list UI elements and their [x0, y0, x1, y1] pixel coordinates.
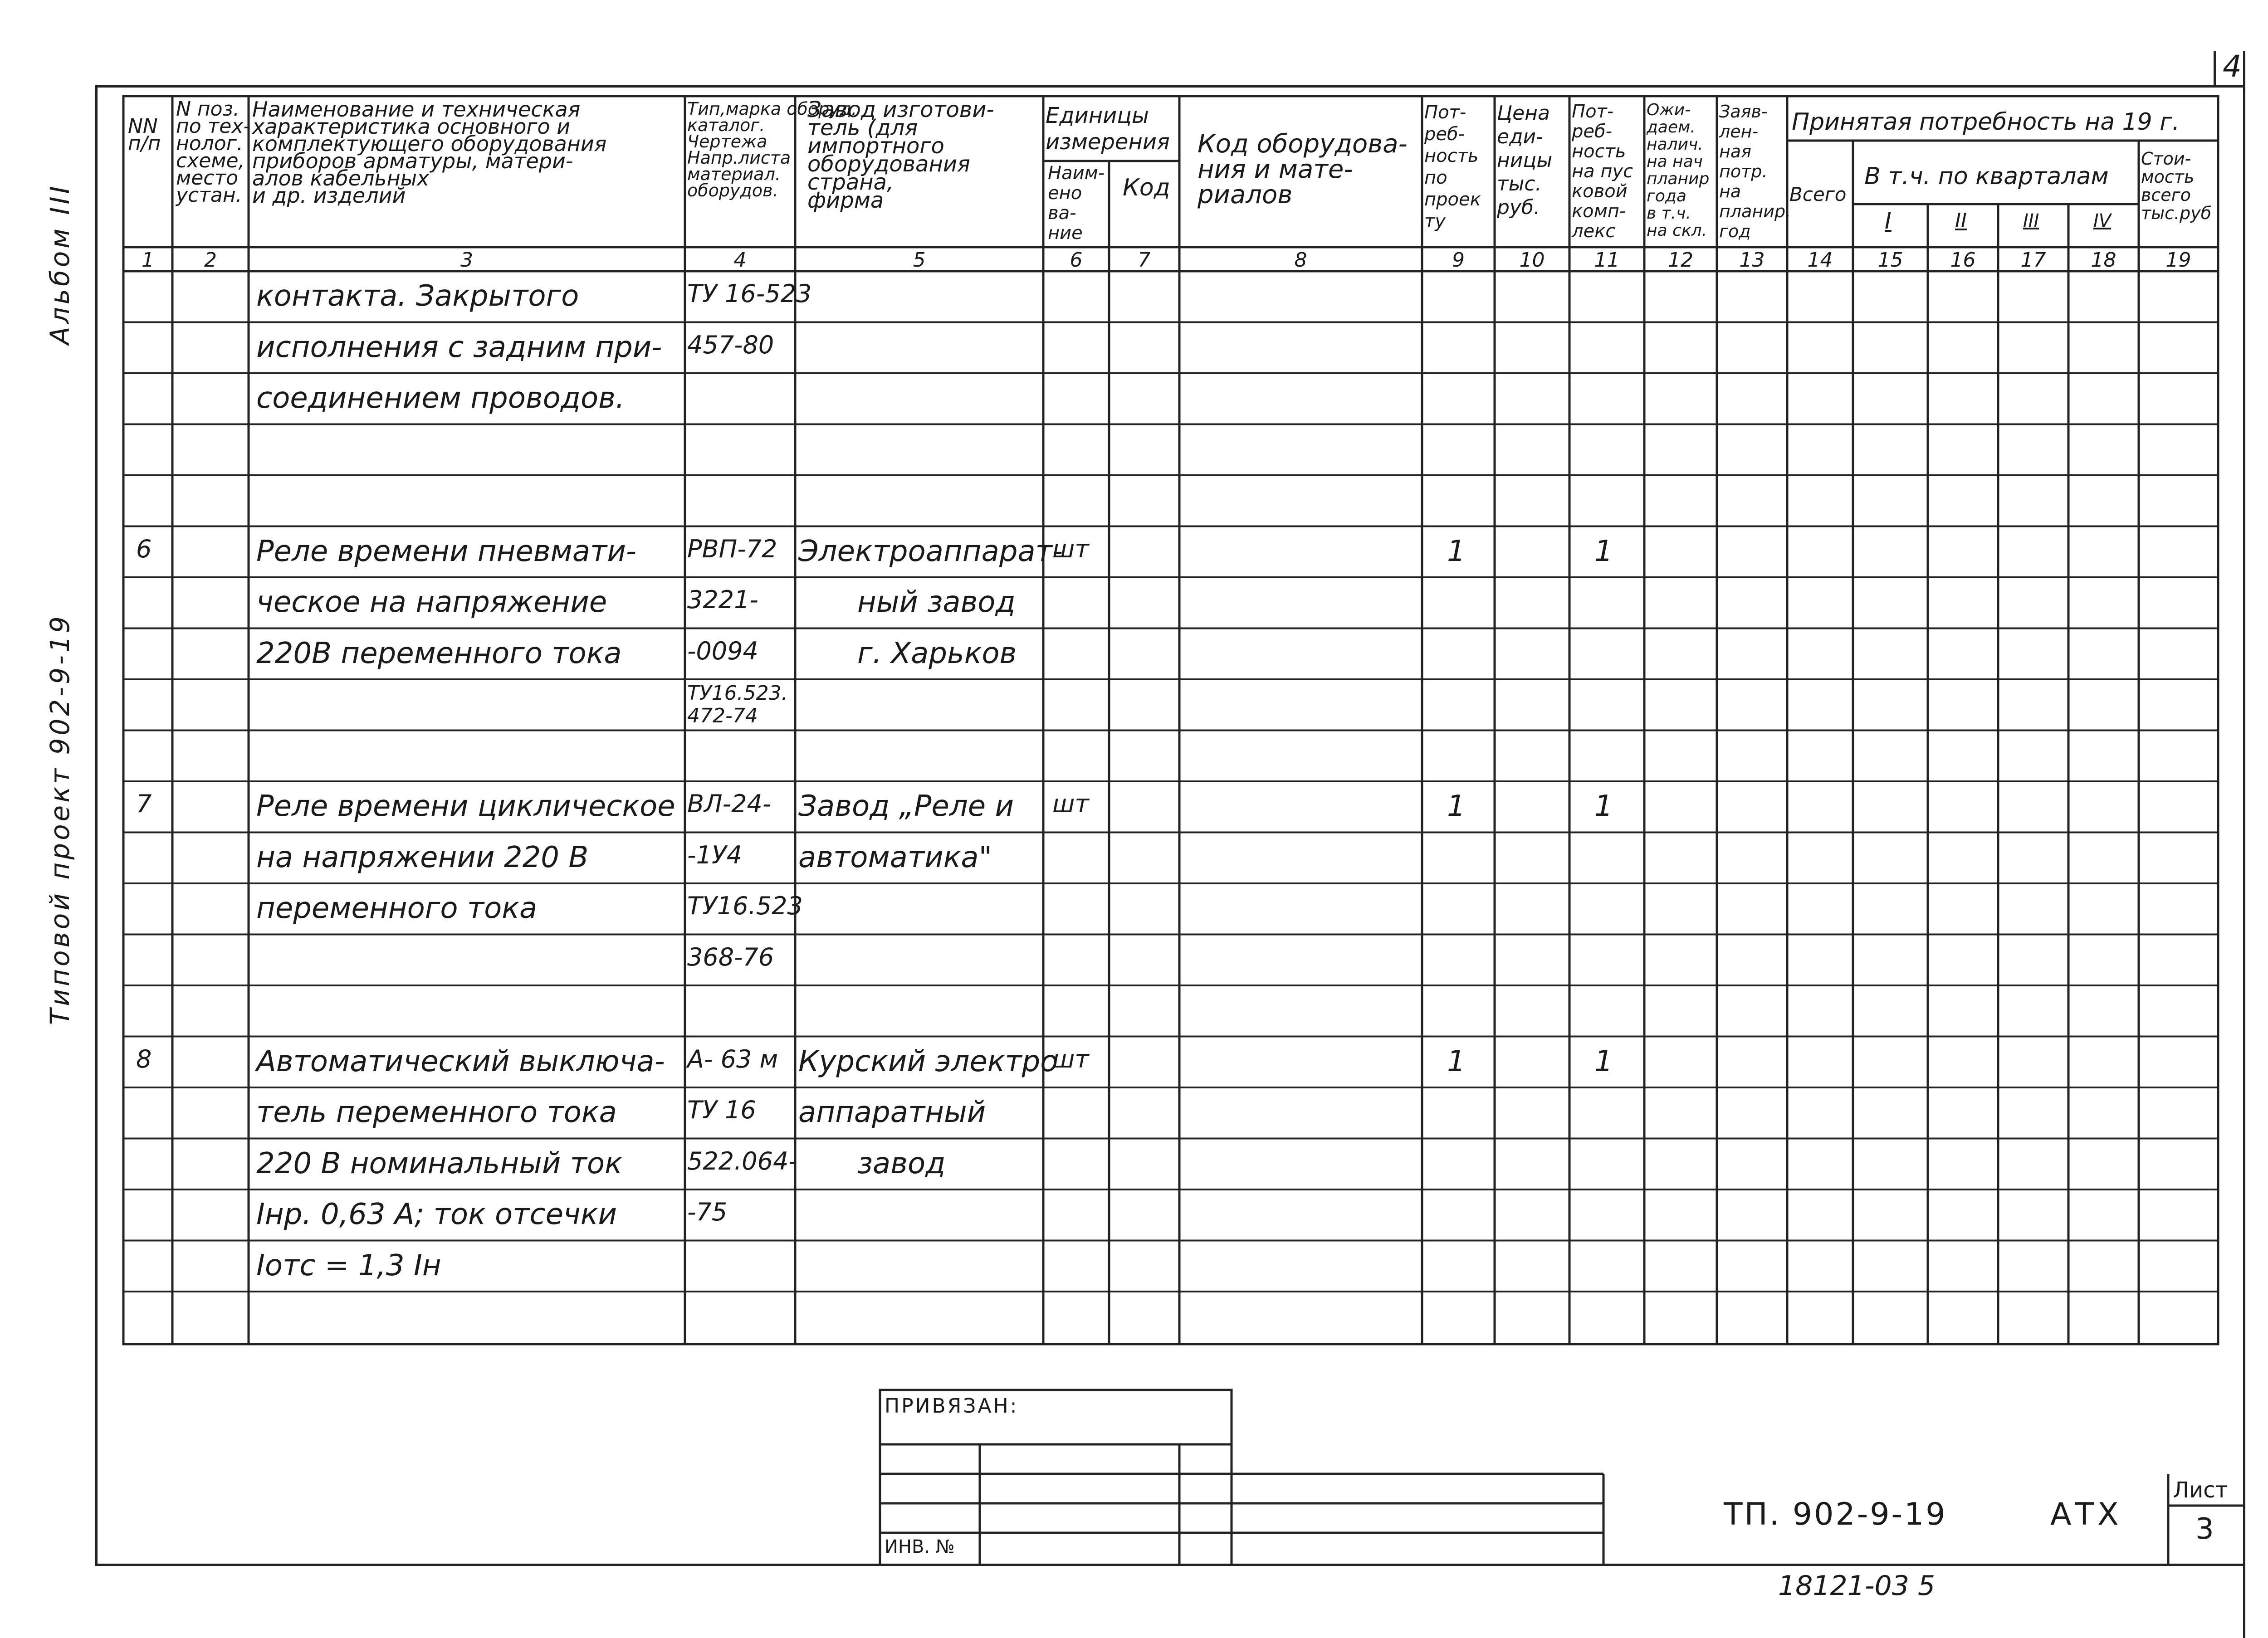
- stamp-doc-code: ТП. 902-9-19: [1724, 1497, 1947, 1532]
- column-number: 2: [204, 249, 217, 272]
- project-label: Типовой проект 902-9-19: [44, 614, 75, 1025]
- cell-c6: шт: [1052, 534, 1089, 563]
- cell-c11: 1: [1594, 790, 1613, 823]
- column-number: 1: [142, 249, 154, 272]
- column-number: 8: [1294, 249, 1307, 272]
- cell-c4: А- 63 м: [687, 1044, 778, 1073]
- cell-c11: 1: [1594, 534, 1613, 568]
- column-number: 16: [1950, 249, 1976, 272]
- cell-c4: ТУ 16: [687, 1096, 756, 1124]
- header-col-8: Код оборудова- ния и мате- риалов: [1198, 129, 1408, 210]
- cell-c5: Курский электро: [798, 1044, 1058, 1078]
- cell-c3: ческое на напряжение: [256, 585, 607, 619]
- cell-c6: шт: [1052, 1044, 1089, 1073]
- cell-c3: тель переменного тока: [256, 1096, 617, 1129]
- header-col-7: Код: [1123, 174, 1170, 201]
- column-number: 18: [2091, 249, 2116, 272]
- stamp-privyazan: ПРИВЯЗАН:: [885, 1394, 1019, 1418]
- cell-c3: переменного тока: [256, 892, 538, 925]
- header-col-9: Пот- реб- ность по проек ту: [1424, 102, 1481, 232]
- stamp-sheet-label: Лист: [2173, 1477, 2228, 1503]
- column-number: 12: [1668, 249, 1693, 272]
- column-number: 4: [733, 249, 747, 272]
- album-label: Альбом III: [44, 183, 75, 345]
- header-q3: III: [2023, 210, 2039, 231]
- cell-c1: 8: [136, 1044, 152, 1073]
- header-col-2: N поз. по тех- нолог. схеме, место устан.: [176, 98, 251, 207]
- cell-c3: Автоматический выключа-: [256, 1044, 665, 1078]
- cell-c5: завод: [857, 1146, 946, 1180]
- cell-c4: -0094: [687, 636, 758, 665]
- cell-c9: 1: [1447, 790, 1466, 823]
- header-col-10: Цена еди- ницы тыс. руб.: [1497, 102, 1553, 219]
- cell-c4: -75: [687, 1198, 728, 1226]
- column-number: 6: [1070, 249, 1083, 272]
- header-col-13: Заяв- лен- ная потр. на планир. год: [1719, 102, 1791, 241]
- header-col-11: Пот- реб- ность на пус ковой комп- лекс: [1572, 101, 1633, 242]
- stamp-section: АТХ: [2050, 1497, 2122, 1532]
- cell-c9: 1: [1447, 1044, 1466, 1078]
- cell-c5: г. Харьков: [857, 636, 1017, 670]
- column-number: 3: [460, 249, 473, 272]
- header-col-12: Ожи- даем. налич. на нач планир года в т.ч. на скл.: [1647, 101, 1710, 240]
- header-quarters: В т.ч. по кварталам: [1864, 163, 2109, 190]
- cell-c6: шт: [1052, 790, 1089, 818]
- stamp-sheet-number: 3: [2195, 1512, 2214, 1546]
- cell-c4: 3221-: [687, 585, 758, 614]
- column-number: 15: [1877, 249, 1903, 272]
- column-number: 17: [2020, 249, 2046, 272]
- cell-c4: ТУ16.523. 472-74: [687, 682, 788, 727]
- header-units: Единицы измерения: [1046, 103, 1170, 155]
- cell-c4: 522.064-: [687, 1146, 797, 1175]
- cell-c3: Реле времени циклическое: [256, 790, 675, 823]
- stamp-inv-no: ИНВ. №: [885, 1536, 955, 1557]
- cell-c3: исполнения с задним при-: [256, 330, 662, 364]
- column-number: 7: [1138, 249, 1151, 272]
- sheet-corner-number: 4: [2223, 49, 2242, 84]
- cell-c5: Завод „Реле и: [798, 790, 1014, 823]
- cell-c4: 457-80: [687, 330, 774, 359]
- header-accepted-need: Принятая потребность на 19 г.: [1792, 108, 2180, 136]
- column-number: 9: [1452, 249, 1465, 272]
- cell-c3: Реле времени пневмати-: [256, 534, 636, 568]
- cell-c3: соединением проводов.: [256, 381, 625, 415]
- cell-c5: аппаратный: [798, 1096, 986, 1129]
- cell-c4: ВЛ-24-: [687, 790, 772, 818]
- cell-c3: 220В переменного тока: [256, 636, 622, 670]
- cell-c1: 6: [136, 534, 152, 563]
- column-number: 11: [1594, 249, 1620, 272]
- header-col-1: NN п/п: [128, 115, 161, 155]
- cell-c3: на напряжении 220 В: [256, 840, 589, 874]
- cell-c4: 368-76: [687, 942, 774, 971]
- header-col-19: Стои- мость всего тыс.руб: [2141, 149, 2212, 223]
- column-number: 10: [1519, 249, 1545, 272]
- cell-c9: 1: [1447, 534, 1466, 568]
- cell-c3: контакта. Закрытого: [256, 279, 579, 313]
- column-number: 14: [1807, 249, 1833, 272]
- column-number: 5: [913, 249, 926, 272]
- column-number: 19: [2165, 249, 2191, 272]
- header-col-14: Всего: [1789, 183, 1847, 205]
- cell-c4: РВП-72: [687, 534, 777, 563]
- cell-c3: Iотс = 1,3 Iн: [256, 1248, 441, 1282]
- header-q2: II: [1955, 209, 1967, 232]
- cell-c11: 1: [1594, 1044, 1613, 1078]
- header-col-3: Наименование и техническая характеристика основного и комплектующего оборудования приборов арматуры, матери- алов кабельных и др. изделий: [252, 97, 607, 208]
- footer-number: 18121-03 5: [1778, 1570, 1936, 1602]
- cell-c4: ТУ 16-523: [687, 279, 812, 308]
- header-q1: I: [1885, 208, 1892, 234]
- header-col-5: Завод изготови- тель (для импортного оборудования страна, фирма: [807, 97, 994, 213]
- cell-c3: 220 В номинальный ток: [256, 1146, 622, 1180]
- cell-c5: автоматика": [798, 840, 992, 874]
- column-number: 13: [1739, 249, 1765, 272]
- header-col-6: Наим- ено ва- ние: [1048, 163, 1105, 244]
- cell-c1: 7: [136, 790, 152, 818]
- cell-c4: ТУ16.523: [687, 892, 803, 920]
- header-q4: IV: [2093, 210, 2112, 231]
- cell-c3: Iнр. 0,63 А; ток отсечки: [256, 1198, 617, 1231]
- cell-c5: Электроаппарат-: [798, 534, 1063, 568]
- cell-c5: ный завод: [857, 585, 1016, 619]
- header-col-4: Тип,марка оборуд. каталог. Чертежа Напр.листа материал. оборудов.: [687, 99, 857, 200]
- cell-c4: -1У4: [687, 840, 743, 869]
